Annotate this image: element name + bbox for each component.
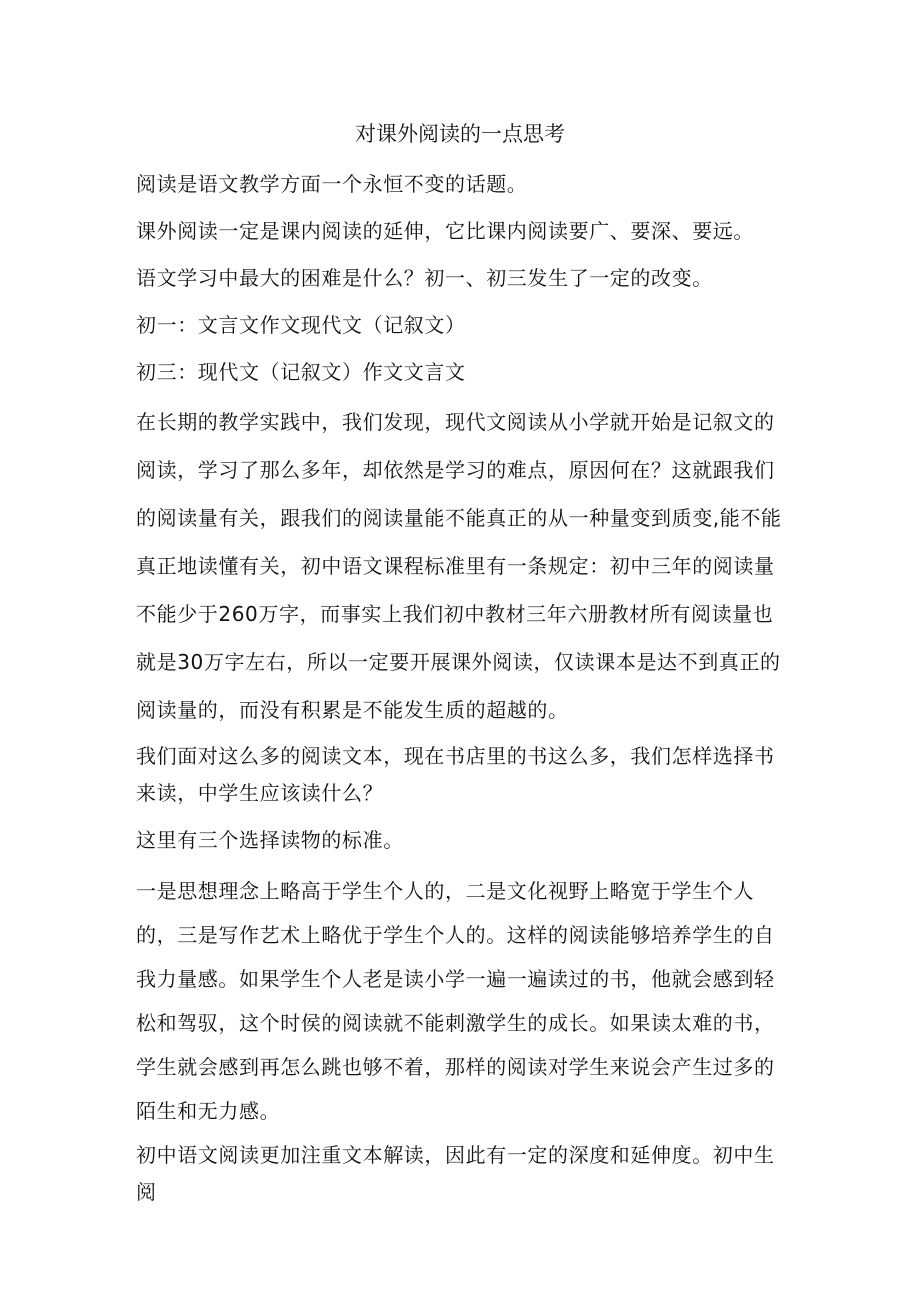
paragraph-three-standards: 这里有三个选择读物的标准。 [136, 828, 404, 852]
document-title: 对课外阅读的一点思考 [355, 122, 565, 146]
paragraph-intro: 阅读是语文教学方面一个永恒不变的话题。 [136, 172, 528, 196]
paragraph-grade-three: 初三：现代文（记叙文）作文文言文 [136, 360, 466, 384]
document-body [136, 166, 791, 1211]
paragraph-choose-books: 我们面对这么多的阅读文本，现在书店里的书这么多，我们怎样选择书来读，中学生应该读什么？ [136, 744, 775, 805]
paragraph-difficulty: 语文学习中最大的困难是什么？初一、初三发生了一定的改变。 [136, 266, 713, 290]
paragraph-text-interpretation: 初中语文阅读更加注重文本解读，因此有一定的深度和延伸度。初中生阅 [136, 1143, 775, 1204]
paragraph-extension: 课外阅读一定是课内阅读的延伸，它比课内阅读要广、要深、要远。 [136, 219, 754, 243]
paragraph-grade-one: 初一：文言文作文现代文（记叙文） [136, 313, 466, 337]
paragraph-standards-detail: 一是思想理念上略高于学生个人的，二是文化视野上略宽于学生个人的，三是写作艺术上略优于学生个人的。这样的阅读能够培养学生的自我力量感。如果学生个人老是读小学一遍一遍读过的书，他就会感到轻松和驾驭，这个时侯的阅读就不能刺激学生的成长。如果读太难的书，学生就会感到再怎么跳也够不着，那样的阅读对学生来说会产生过多的陌生和无力感。 [136, 879, 775, 1123]
paragraph-practice: 在长期的教学实践中，我们发现，现代文阅读从小学就开始是记叙文的阅读，学习了那么多年，却依然是学习的难点，原因何在？这就跟我们的阅读量有关，跟我们的阅读量能不能真正的从一种量变到质变,能不能真正地读懂有关，初中语文课程标准里有一条规定：初中三年的阅读量不能少于260万字，而事实上我们初中教材三年六册教材所有阅读量也就是30万字左右，所以一定要开展课外阅读，仅读课本是达不到真正的阅读量的，而没有积累是不能发生质的超越的。 [136, 410, 782, 722]
